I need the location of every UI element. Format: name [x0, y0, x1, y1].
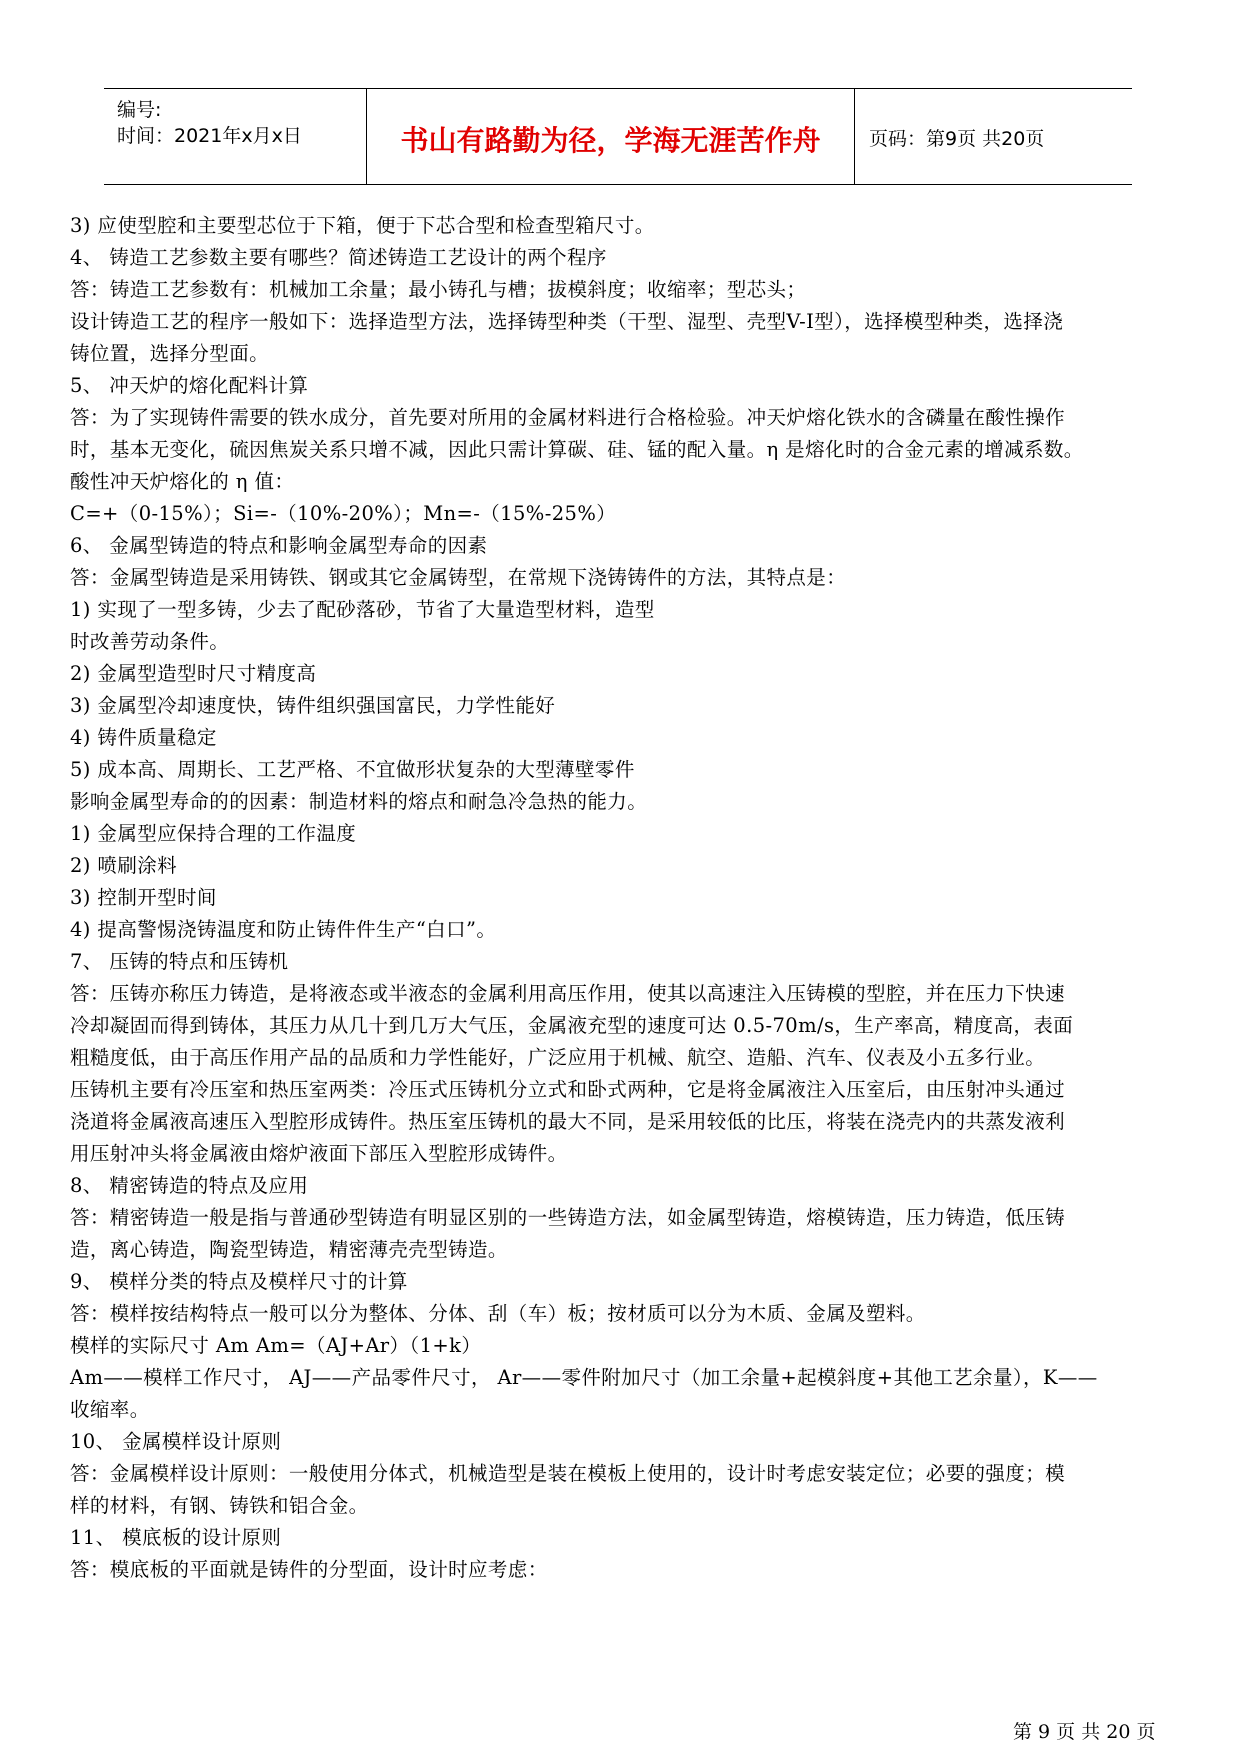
text-line: 用压射冲头将金属液由熔炉液面下部压入型腔形成铸件。 [70, 1142, 568, 1165]
text-line: 答：模底板的平面就是铸件的分型面，设计时应考虑： [70, 1558, 548, 1581]
text-line: 3) 金属型冷却速度快，铸件组织强国富民，力学性能好 [70, 694, 556, 717]
text-line: 5) 成本高、周期长、工艺严格、不宜做形状复杂的大型薄壁零件 [70, 758, 635, 781]
text-line: 样的材料，有钢、铸铁和铝合金。 [70, 1494, 369, 1517]
document-number-label: 编号: [117, 99, 162, 121]
text-line: 11、 模底板的设计原则 [70, 1526, 282, 1549]
text-line: 2) 喷刷涂料 [70, 854, 178, 877]
document-time-label: 时间：2021年x月x日 [117, 125, 302, 147]
header-page-cell [855, 89, 1132, 184]
text-line: 时，基本无变化，硫因焦炭关系只增不减，因此只需计算碳、硅、锰的配入量。η 是熔化时的合金元素的增减系数。 [70, 438, 1084, 461]
text-line: 答：压铸亦称压力铸造，是将液态或半液态的金属利用高压作用，使其以高速注入压铸模的型腔，并在压力下快速 [70, 982, 1066, 1005]
text-line: 答：模样按结构特点一般可以分为整体、分体、刮（车）板；按材质可以分为木质、金属及塑料。 [70, 1302, 926, 1325]
text-line: 收缩率。 [70, 1398, 150, 1421]
text-line: 2) 金属型造型时尺寸精度高 [70, 662, 317, 685]
text-line: 冷却凝固而得到铸体，其压力从几十到几万大气压，金属液充型的速度可达 0.5-70m/s，生产率高，精度高，表面 [70, 1014, 1074, 1037]
text-line: 1) 金属型应保持合理的工作温度 [70, 822, 357, 845]
text-line: 8、 精密铸造的特点及应用 [70, 1174, 309, 1197]
text-line: 造，离心铸造，陶瓷型铸造，精密薄壳壳型铸造。 [70, 1238, 508, 1261]
text-line: 酸性冲天炉熔化的 η 值： [70, 470, 295, 493]
text-line: 模样的实际尺寸 Am Am=（AJ+Ar）（1+k） [70, 1334, 482, 1357]
text-line: 4) 铸件质量稳定 [70, 726, 217, 749]
text-line: 压铸机主要有冷压室和热压室两类：冷压式压铸机分立式和卧式两种，它是将金属液注入压室后，由压射冲头通过 [70, 1078, 1066, 1101]
header-info-cell [104, 89, 367, 184]
document-body [70, 210, 1180, 1586]
header-motto-cell [367, 89, 855, 184]
text-line: 4、 铸造工艺参数主要有哪些？简述铸造工艺设计的两个程序 [70, 246, 607, 269]
text-line: 答：为了实现铸件需要的铁水成分，首先要对所用的金属材料进行合格检验。冲天炉熔化铁水的含磷量在酸性操作 [70, 406, 1066, 429]
text-line: 浇道将金属液高速压入型腔形成铸件。热压室压铸机的最大不同，是采用较低的比压，将装在浇壳内的共蒸发液利 [70, 1110, 1066, 1133]
text-line: 答：金属模样设计原则：一般使用分体式，机械造型是装在模板上使用的，设计时考虑安装定位；必要的强度；模 [70, 1462, 1066, 1485]
text-line: 影响金属型寿命的的因素：制造材料的熔点和耐急冷急热的能力。 [70, 790, 648, 813]
page-footer: 第 9 页 共 20 页 [1013, 1721, 1156, 1743]
header-motto: 书山有路勤为径，学海无涯苦作舟 [400, 124, 821, 157]
text-line: Am——模样工作尺寸， AJ——产品零件尺寸， Ar——零件附加尺寸（加工余量+起模斜度+其他工艺余量），K—— [70, 1366, 1098, 1389]
text-line: 时改善劳动条件。 [70, 630, 230, 653]
text-line: C=+（0-15%）；Si=-（10%-20%）；Mn=-（15%-25%） [70, 502, 617, 525]
text-line: 1) 实现了一型多铸，少去了配砂落砂，节省了大量造型材料，造型 [70, 598, 655, 621]
text-line: 答：铸造工艺参数有：机械加工余量；最小铸孔与槽；拔模斜度；收缩率；型芯头； [70, 278, 807, 301]
text-line: 9、 模样分类的特点及模样尺寸的计算 [70, 1270, 408, 1293]
text-line: 粗糙度低，由于高压作用产品的品质和力学性能好，广泛应用于机械、航空、造船、汽车、仪表及小五多行业。 [70, 1046, 1046, 1069]
text-line: 5、 冲天炉的熔化配料计算 [70, 374, 309, 397]
text-line: 6、 金属型铸造的特点和影响金属型寿命的因素 [70, 534, 488, 557]
text-line: 答：精密铸造一般是指与普通砂型铸造有明显区别的一些铸造方法，如金属型铸造，熔模铸造，压力铸造，低压铸 [70, 1206, 1066, 1229]
text-line: 3) 控制开型时间 [70, 886, 217, 909]
text-line: 3) 应使型腔和主要型芯位于下箱，便于下芯合型和检查型箱尺寸。 [70, 214, 655, 237]
text-line: 4) 提高警惕浇铸温度和防止铸件件生产“白口”。 [70, 918, 497, 941]
text-line: 设计铸造工艺的程序一般如下：选择造型方法，选择铸型种类（干型、湿型、壳型V-I型），选择模型种类，选择浇 [70, 310, 1064, 333]
header-page-label: 页码：第9页 共20页 [869, 128, 1045, 150]
text-line: 答：金属型铸造是采用铸铁、钢或其它金属铸型，在常规下浇铸铸件的方法，其特点是： [70, 566, 847, 589]
text-line: 铸位置，选择分型面。 [70, 342, 270, 365]
text-line: 10、 金属模样设计原则 [70, 1430, 282, 1453]
text-line: 7、 压铸的特点和压铸机 [70, 950, 289, 973]
document-header [104, 88, 1132, 185]
